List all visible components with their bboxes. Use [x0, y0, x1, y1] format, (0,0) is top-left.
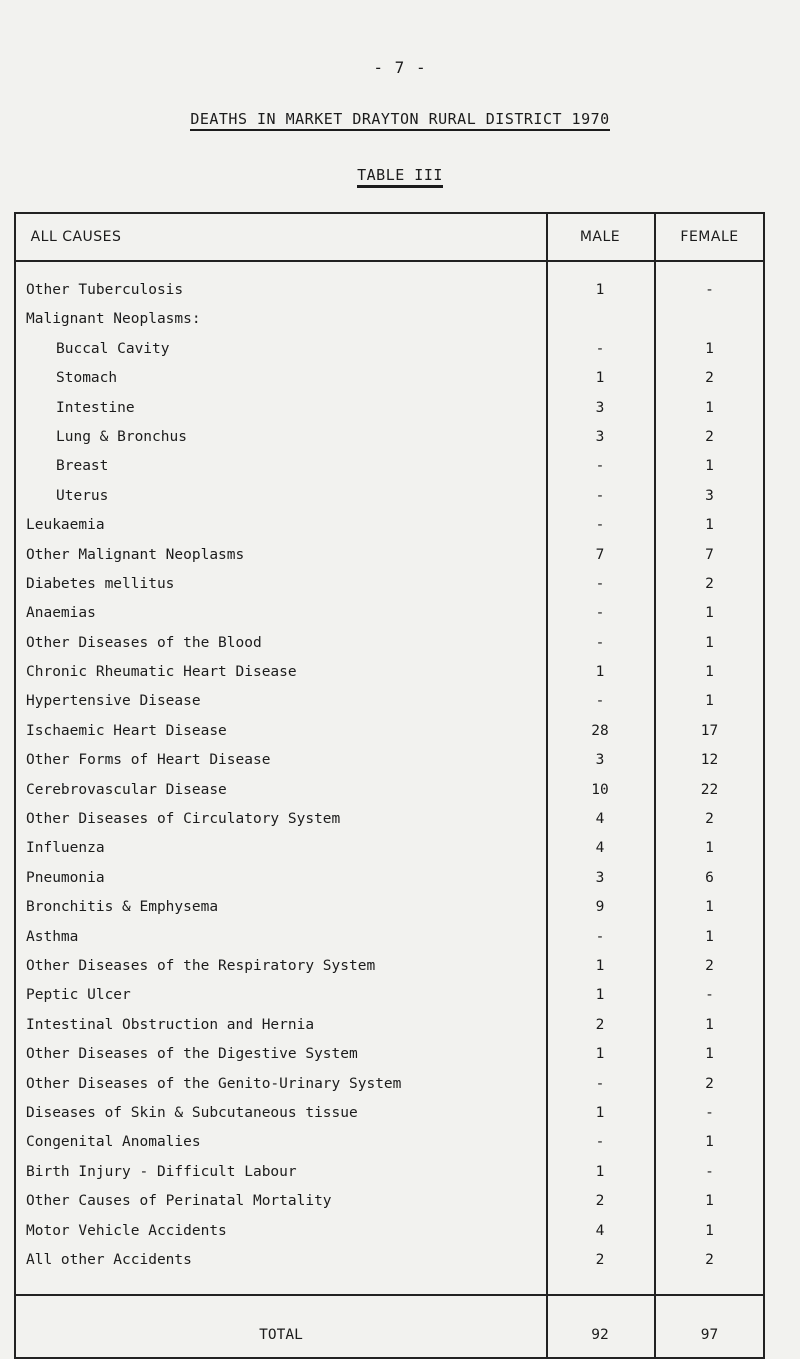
male-count: -: [595, 1075, 605, 1092]
page-number: - 7 -: [373, 58, 427, 77]
male-count: 2: [595, 1193, 605, 1210]
cause-label: Other Malignant Neoplasms: [26, 546, 245, 563]
table-row: [16, 1011, 763, 1040]
cause-label: All other Accidents: [26, 1251, 192, 1268]
cause-label: Intestine: [56, 399, 135, 416]
male-count: -: [595, 693, 605, 710]
cause-label: Other Diseases of the Respiratory System: [26, 957, 376, 974]
male-count: 3: [595, 399, 605, 416]
female-count: 2: [705, 811, 714, 828]
table-row: [16, 629, 763, 658]
female-count: 12: [700, 752, 719, 769]
table-row: [16, 1187, 763, 1216]
male-count: 1: [595, 987, 605, 1004]
total-female: 97: [700, 1326, 719, 1343]
male-count: 4: [595, 811, 605, 828]
table-row: [16, 364, 763, 393]
female-count: -: [705, 1104, 714, 1121]
male-count: 4: [595, 1222, 605, 1239]
cause-label: Asthma: [26, 928, 79, 945]
male-count: -: [595, 517, 605, 534]
header-all-causes: ALL CAUSES: [30, 229, 122, 245]
table-row: [16, 746, 763, 775]
female-count: 7: [705, 546, 714, 563]
cause-label: Congenital Anomalies: [26, 1134, 201, 1151]
cause-label: Chronic Rheumatic Heart Disease: [26, 664, 297, 681]
table-row: [16, 981, 763, 1010]
table-row: [16, 276, 763, 305]
table-title-text: TABLE III: [357, 166, 443, 188]
cause-label: Diabetes mellitus: [26, 575, 175, 592]
male-count: 2: [595, 1251, 605, 1268]
male-count: 7: [595, 546, 605, 563]
male-count: 1: [595, 664, 605, 681]
cause-label: Leukaemia: [26, 517, 105, 534]
cause-label: Uterus: [56, 487, 109, 504]
female-count: 1: [705, 517, 714, 534]
total-male: 92: [591, 1326, 609, 1343]
female-count: 6: [705, 869, 714, 886]
female-count: 1: [705, 1046, 714, 1063]
female-count: 1: [705, 1193, 714, 1210]
male-count: -: [595, 605, 605, 622]
table-body: [16, 276, 763, 1275]
table-row: [16, 1158, 763, 1187]
male-count: 1: [595, 1163, 605, 1180]
male-count: 3: [595, 752, 605, 769]
table-row: [16, 599, 763, 628]
table-title: [0, 166, 800, 184]
cause-label: Other Tuberculosis: [26, 282, 184, 298]
male-count: 28: [591, 722, 609, 739]
female-count: 1: [705, 1222, 714, 1239]
cause-label: Malignant Neoplasms:: [26, 311, 201, 328]
male-count: 9: [595, 899, 605, 916]
cause-label: Peptic Ulcer: [26, 987, 131, 1004]
document-title-text: DEATHS IN MARKET DRAYTON RURAL DISTRICT 1970: [190, 110, 609, 131]
male-count: -: [595, 575, 605, 592]
cause-label: Hypertensive Disease: [26, 693, 201, 710]
header-male: MALE: [579, 229, 621, 245]
male-count: 3: [595, 428, 605, 445]
table-row: [16, 923, 763, 952]
cause-label: Influenza: [26, 840, 105, 857]
table-row: [16, 1246, 763, 1275]
table-row: [16, 482, 763, 511]
female-count: 2: [705, 575, 714, 592]
table-row: [16, 570, 763, 599]
male-count: -: [595, 928, 605, 945]
cause-label: Ischaemic Heart Disease: [26, 722, 227, 739]
female-count: 17: [700, 722, 719, 739]
male-count: -: [595, 487, 605, 504]
male-count: -: [595, 458, 605, 475]
female-count: 1: [705, 693, 714, 710]
table-row: [16, 305, 763, 334]
male-count: 1: [595, 282, 605, 298]
deaths-table: [14, 212, 765, 1359]
table-row: [16, 1128, 763, 1157]
female-count: 1: [705, 399, 714, 416]
cause-label: Other Diseases of Circulatory System: [26, 811, 341, 828]
male-count: -: [595, 340, 605, 357]
table-row: [16, 394, 763, 423]
female-count: -: [705, 1163, 714, 1180]
cause-label: Cerebrovascular Disease: [26, 781, 227, 798]
cause-label: Buccal Cavity: [56, 340, 170, 357]
cause-label: Stomach: [56, 370, 118, 387]
male-count: 1: [595, 370, 605, 387]
female-count: 1: [705, 840, 714, 857]
table-row: [16, 834, 763, 863]
female-count: 22: [700, 781, 719, 798]
table-row: [16, 452, 763, 481]
table-row: [16, 335, 763, 364]
female-count: 3: [705, 487, 714, 504]
male-count: 1: [595, 1104, 605, 1121]
header-female: FEMALE: [680, 229, 739, 245]
female-count: 2: [705, 428, 714, 445]
cause-label: Other Causes of Perinatal Mortality: [26, 1193, 332, 1210]
female-count: 1: [705, 664, 714, 681]
table-row: [16, 511, 763, 540]
table-row: [16, 717, 763, 746]
cause-label: Motor Vehicle Accidents: [26, 1222, 227, 1239]
male-count: 1: [595, 1046, 605, 1063]
male-count: -: [595, 634, 605, 651]
table-row: [16, 658, 763, 687]
table-row: [16, 541, 763, 570]
female-count: 1: [705, 458, 714, 475]
male-count: 10: [591, 781, 609, 798]
header-divider: [16, 260, 763, 262]
female-count: 2: [705, 1075, 714, 1092]
female-count: 2: [705, 957, 714, 974]
table-row: [16, 805, 763, 834]
female-count: -: [705, 282, 714, 298]
cause-label: Anaemias: [26, 605, 96, 622]
table-row: [16, 1070, 763, 1099]
cause-label: Other Diseases of the Blood: [26, 634, 262, 651]
table-row: [16, 776, 763, 805]
male-count: 3: [595, 869, 605, 886]
female-count: -: [705, 987, 714, 1004]
female-count: 1: [705, 899, 714, 916]
cause-label: Intestinal Obstruction and Hernia: [26, 1016, 315, 1033]
table-row: [16, 423, 763, 452]
total-label: TOTAL: [259, 1326, 303, 1343]
cause-label: Diseases of Skin & Subcutaneous tissue: [26, 1104, 358, 1121]
table-row: [16, 1040, 763, 1069]
cause-label: Other Forms of Heart Disease: [26, 752, 271, 769]
cause-label: Bronchitis & Emphysema: [26, 899, 219, 916]
female-count: 1: [705, 605, 714, 622]
female-count: 1: [705, 1016, 714, 1033]
female-count: 2: [705, 1251, 714, 1268]
document-title: [0, 110, 800, 128]
female-count: 1: [705, 634, 714, 651]
table-row: [16, 687, 763, 716]
male-count: -: [595, 1134, 605, 1151]
cause-label: Other Diseases of the Genito-Urinary System: [26, 1075, 402, 1092]
cause-label: Pneumonia: [26, 869, 105, 886]
cause-label: Birth Injury - Difficult Labour: [26, 1163, 297, 1180]
male-count: 2: [595, 1016, 605, 1033]
cause-label: Lung & Bronchus: [56, 428, 187, 445]
table-row: [16, 864, 763, 893]
table-row: [16, 893, 763, 922]
table-row: [16, 1217, 763, 1246]
cause-label: Breast: [56, 458, 109, 475]
table-row: [16, 952, 763, 981]
female-count: 2: [705, 370, 714, 387]
male-count: 1: [595, 957, 605, 974]
male-count: 4: [595, 840, 605, 857]
female-count: 1: [705, 340, 714, 357]
female-count: 1: [705, 1134, 714, 1151]
table-row: [16, 1099, 763, 1128]
female-count: 1: [705, 928, 714, 945]
cause-label: Other Diseases of the Digestive System: [26, 1046, 358, 1063]
